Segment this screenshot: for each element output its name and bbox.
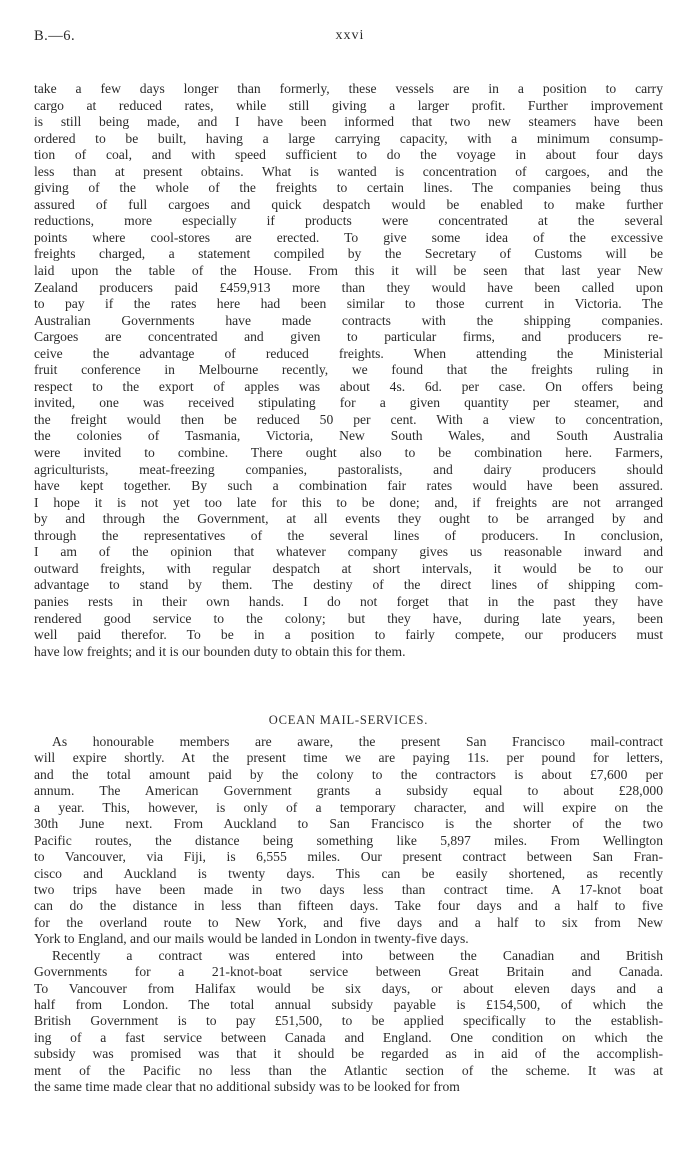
text-line: subsidy was promised was that it should be regarded as in aid of the accomplish- <box>34 1046 663 1062</box>
page-header <box>34 28 666 48</box>
text-line: rendered good service to the colony; but they have, during late years, been <box>34 610 663 626</box>
text-line: Zealand producers paid £459,913 more than they would have been called upon <box>34 279 663 295</box>
text-line: giving of the whole of the freights to certain lines. The companies being thus <box>34 180 663 196</box>
text-line: can do the distance in less than fifteen days. Take four days and a half to five <box>34 898 663 914</box>
text-line: outward freights, with regular despatch at short intervals, it would be to our <box>34 560 663 576</box>
text-line: through the representatives of the several lines of producers. In conclusion, <box>34 527 663 543</box>
text-line: I hope it is not yet too late for this to be done; and, if freights are not arranged <box>34 494 663 510</box>
text-line: were invited to combine. There ought also to be combination here. Farmers, <box>34 445 663 461</box>
text-line: assured of full cargoes and quick despatch would be enabled to make further <box>34 196 663 212</box>
text-line: respect to the export of apples was about 4s. 6d. per case. On offers being <box>34 378 663 394</box>
text-line: to Vancouver, via Fiji, is 6,555 miles. Our present contract between San Fran- <box>34 849 663 865</box>
text-line: well paid therefor. To be in a position to fairly compete, our producers must <box>34 627 663 643</box>
text-line: and the total amount paid by the colony to the contractors is about £7,600 per <box>34 766 663 782</box>
text-line: panies rests in their own hands. I do not forget that in the past they have <box>34 593 663 609</box>
text-line: laid upon the table of the House. From this it will be seen that last year New <box>34 263 663 279</box>
paragraph-ocean-mail <box>34 734 663 1096</box>
text-line: take a few days longer than formerly, these vessels are in a position to carry <box>34 81 663 96</box>
text-line: points where cool-stores are erected. To give some idea of the excessive <box>34 229 663 245</box>
text-line: freights charged, a statement compiled by the Secretary of Customs will be <box>34 246 663 262</box>
text-line: have kept together. By such a combination fair rates would have been assured. <box>34 478 663 494</box>
text-line: tion of coal, and with speed sufficient to do the voyage in about four days <box>34 147 663 163</box>
text-line: 30th June next. From Auckland to San Francisco is the shorter of the two <box>34 816 663 832</box>
text-line: ing of a fast service between Canada and England. One condition on which the <box>34 1029 663 1045</box>
text-line: Recently a contract was entered into between the Canadian and British <box>52 947 663 963</box>
text-line: is still being made, and I have been informed that two new steamers have been <box>34 114 663 130</box>
text-line: a year. This, however, is only of a temporary character, and will expire on the <box>34 799 663 815</box>
text-line: advantage to stand by them. The destiny of the direct lines of shipping com- <box>34 577 663 593</box>
text-line: ordered to be built, having a large carrying capacity, with a minimum consump- <box>34 130 663 146</box>
text-line: Governments for a 21-knot-boat service between Great Britain and Canada. <box>34 964 663 980</box>
text-line: the colonies of Tasmania, Victoria, New South Wales, and South Australia <box>34 428 663 444</box>
text-line: ment of the Pacific no less than the Atlantic section of the scheme. It was at <box>34 1062 663 1078</box>
text-line: the same time made clear that no additional subsidy was to be looked for from <box>34 1079 460 1095</box>
text-line: less than at present obtains. What is wanted is concentration of cargoes, and the <box>34 163 663 179</box>
text-line: As honourable members are aware, the present San Francisco mail-contract <box>52 734 663 749</box>
text-line: two trips have been made in two days less than contract time. A 17-knot boat <box>34 881 663 897</box>
text-line: Australian Governments have made contracts with the shipping companies. <box>34 312 663 328</box>
text-line: have low freights; and it is our bounden duty to obtain this for them. <box>34 643 406 659</box>
document-reference: B.—6. <box>34 28 76 44</box>
text-line: Cargoes are concentrated and given to particular firms, and producers re- <box>34 329 663 345</box>
text-line: fruit conference in Melbourne recently, we found that the freights ruling in <box>34 362 663 378</box>
text-line: cargo at reduced rates, while still giving a larger profit. Further improvement <box>34 97 663 113</box>
text-line: agriculturists, meat-freezing companies, pastoralists, and dairy producers should <box>34 461 663 477</box>
text-line: the freight would then be reduced 50 per cent. With a view to concentration, <box>34 411 663 427</box>
text-line: I am of the opinion that whatever company gives us reasonable inward and <box>34 544 663 560</box>
text-line: cisco and Auckland is twenty days. This can be easily shortened, as recently <box>34 865 663 881</box>
text-line: reductions, more especially if products were concentrated at the several <box>34 213 663 229</box>
paragraph-freights <box>34 81 663 660</box>
text-line: invited, one was received stipulating for a given quantity per steamer, and <box>34 395 663 411</box>
text-line: To Vancouver from Halifax would be six days, or about eleven days and a <box>34 980 663 996</box>
text-line: half from London. The total annual subsidy payable is £154,500, of which the <box>34 997 663 1012</box>
section-heading: OCEAN MAIL-SERVICES. <box>268 713 429 727</box>
text-line: British Government is to pay £51,500, to be applied specifically to the establish- <box>34 1013 663 1029</box>
page-number: xxvi <box>335 28 365 43</box>
text-line: Pacific routes, the distance being something like 5,897 miles. From Wellington <box>34 832 663 848</box>
text-line: to pay if the rates here had been similar to those current in Victoria. The <box>34 296 663 312</box>
text-line: annum. The American Government grants a subsidy equal to about £28,000 <box>34 783 663 799</box>
text-line: for the overland route to New York, and five days and a half to six from New <box>34 914 663 930</box>
text-line: by and through the Government, at all events they ought to be arranged by and <box>34 511 663 527</box>
text-line: will expire shortly. At the present time we are paying 11s. per pound for letters, <box>34 750 663 766</box>
text-line: York to England, and our mails would be landed in London in twenty-five days. <box>34 931 469 947</box>
text-line: ceive the advantage of reduced freights. When attending the Ministerial <box>34 345 663 361</box>
